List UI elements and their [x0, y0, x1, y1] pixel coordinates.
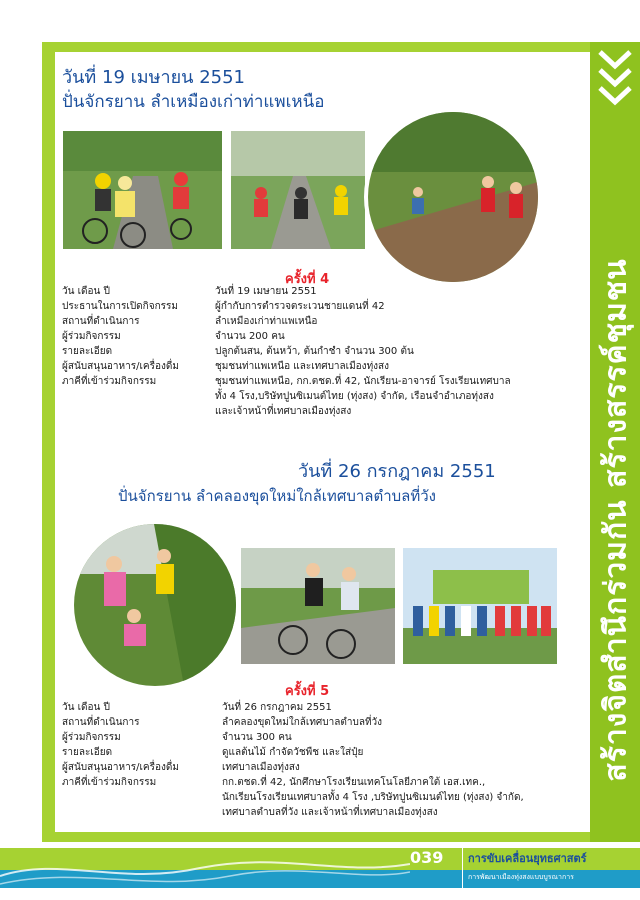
- event1-value-partners-3: และเจ้าหน้าที่เทศบาลเมืองทุ่งสง: [215, 406, 352, 417]
- event2-value-sponsor: เทศบาลเมืองทุ่งสง: [222, 762, 300, 773]
- event1-round-label: ครั้งที่ 4: [285, 272, 330, 287]
- event2-labels: [62, 700, 179, 790]
- footer-wave-decoration-icon: [0, 846, 410, 892]
- event2-value-partners-2: นักเรียนโรงเรียนเทศบาลทั้ง 4 โรง ,บริษัทปูนซิเมนต์ไทย (ทุ่งสง) จำกัด,: [222, 792, 524, 803]
- event2-value-date: วันที่ 26 กรกฎาคม 2551: [222, 702, 332, 713]
- event1-label-date: วัน เดือน ปี: [62, 286, 110, 297]
- event2-label-participants: ผู้ร่วมกิจกรรม: [62, 732, 121, 743]
- event2-value-partners-1: กก.ตชด.ที่ 42, นักศึกษาโรงเรียนเทคโนโลยีภาคใต้ เอส.เทค.,: [222, 777, 486, 788]
- event1-label-chair: ประธานในการเปิดกิจกรรม: [62, 301, 178, 312]
- event2-value-partners-3: เทศบาลตำบลที่วัง และเจ้าหน้าที่เทศบาลเมืองทุ่งสง: [222, 807, 438, 818]
- event1-date-heading: วันที่ 19 เมษายน 2551: [62, 67, 245, 88]
- page-number: 039: [410, 848, 444, 867]
- event1-value-sponsor: ชุมชนท่าแพเหนือ และเทศบาลเมืองทุ่งสง: [215, 361, 390, 372]
- event1-label-sponsor: ผู้สนับสนุนอาหาร/เครื่องดื่ม: [62, 361, 179, 372]
- event1-value-participants: จำนวน 200 คน: [215, 331, 285, 342]
- event2-title: ปั่นจักรยาน ลำคลองขุดใหม่ใกล้เทศบาลตำบลที่วัง: [118, 487, 436, 505]
- event2-photo-cyclists: [238, 545, 398, 667]
- event1-value-partners-2: ทั้ง 4 โรง,บริษัทปูนซิเมนต์ไทย (ทุ่งสง) จำกัด, เรือนจำอำเภอทุ่งสง: [215, 391, 494, 402]
- top-margin: [0, 0, 640, 42]
- event2-round-label: ครั้งที่ 5: [285, 684, 330, 699]
- event2-values: [222, 700, 524, 820]
- chevron-decoration-icon: [594, 46, 636, 110]
- event2-date-heading: วันที่ 26 กรกฎาคม 2551: [298, 461, 496, 482]
- event1-value-details: ปลูกต้นสน, ต้นหว้า, ต้นกำชำ จำนวน 300 ต้น: [215, 346, 414, 357]
- event1-value-date: วันที่ 19 เมษายน 2551: [215, 286, 317, 297]
- footer-title: การขับเคลื่อนยุทธศาสตร์: [468, 852, 587, 865]
- event2-label-location: สถานที่ดำเนินการ: [62, 717, 140, 728]
- event1-photo-planting: [364, 108, 542, 286]
- event2-value-location: ลำคลองขุดใหม่ใกล้เทศบาลตำบลที่วัง: [222, 717, 383, 728]
- event1-value-partners-1: ชุมชนท่าแพเหนือ, กก.ตชด.ที่ 42, นักเรียน-อาจารย์ โรงเรียนเทศบาล: [215, 376, 511, 387]
- event2-value-details: ดูแลต้นไม้ กำจัดวัชพืช และใส่ปุ๋ย: [222, 747, 364, 758]
- side-title: สร้างจิตสำนึกร่วมกัน สร้างสรรค์ชุมชน: [598, 258, 634, 782]
- event1-title: ปั่นจักรยาน ลำเหมืองเก่าท่าแพเหนือ: [62, 92, 325, 112]
- event2-value-participants: จำนวน 300 คน: [222, 732, 292, 743]
- footer-divider: [462, 848, 463, 888]
- event1-label-details: รายละเอียด: [62, 346, 113, 357]
- event1-label-location: สถานที่ดำเนินการ: [62, 316, 140, 327]
- event1-value-location: ลำเหมืองเก่าท่าแพเหนือ: [215, 316, 318, 327]
- event2-label-sponsor: ผู้สนับสนุนอาหาร/เครื่องดื่ม: [62, 762, 179, 773]
- event2-label-details: รายละเอียด: [62, 747, 113, 758]
- event2-photo-weeding: [70, 520, 240, 690]
- event1-photo-cyclists: [60, 128, 225, 252]
- event1-photo-road: [228, 128, 368, 252]
- event1-label-partners: ภาคีที่เข้าร่วมกิจกรรม: [62, 376, 157, 387]
- event2-label-partners: ภาคีที่เข้าร่วมกิจกรรม: [62, 777, 157, 788]
- event1-values: [215, 284, 511, 419]
- event1-value-chair: ผู้กำกับการตำรวจตระเวนชายแดนที่ 42: [215, 301, 385, 312]
- footer-subtitle: การพัฒนาเมืองทุ่งสงแบบบูรณาการ: [468, 873, 574, 881]
- event1-label-participants: ผู้ร่วมกิจกรรม: [62, 331, 121, 342]
- event2-photo-group: [400, 545, 560, 667]
- event2-label-date: วัน เดือน ปี: [62, 702, 110, 713]
- event1-labels: [62, 284, 179, 389]
